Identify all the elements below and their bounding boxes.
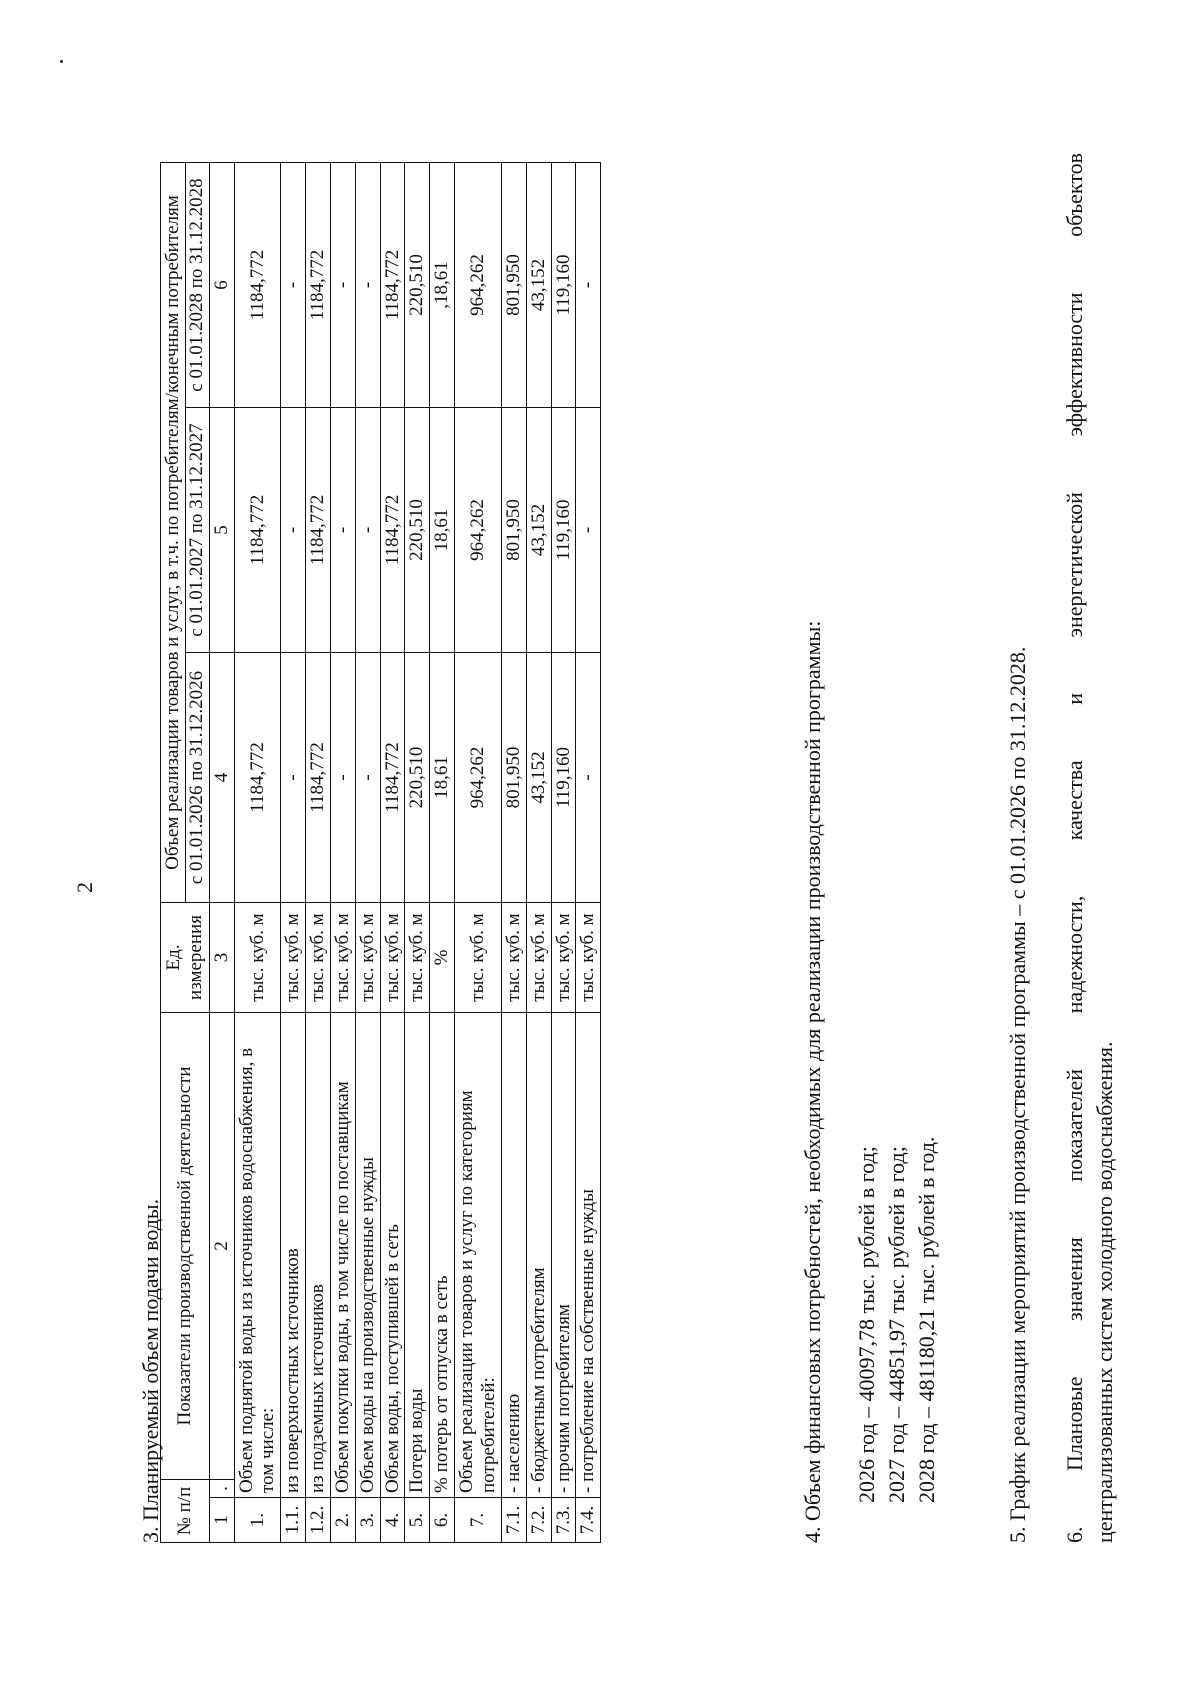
- row-value-2027: 1184,772: [234, 408, 281, 653]
- row-unit: тыс. куб. м: [405, 903, 430, 1013]
- row-value-2026: 1184,772: [306, 653, 331, 903]
- row-value-2026: 43,152: [526, 653, 551, 903]
- row-value-2027: 220,510: [405, 408, 430, 653]
- col-number: 3: [209, 903, 234, 1013]
- row-value-2027: 1184,772: [380, 408, 405, 653]
- row-value-2028: 964,262: [455, 163, 502, 408]
- scan-speck: [60, 60, 63, 63]
- row-value-2028: -: [330, 163, 355, 408]
- row-unit: тыс. куб. м: [281, 903, 306, 1013]
- section-6-paragraph: [1060, 153, 1120, 1543]
- header-unit: Ед. измерения: [161, 903, 210, 1013]
- row-value-2026: 1184,772: [234, 653, 281, 903]
- row-number: 7.: [455, 1498, 502, 1543]
- table-row: [551, 163, 576, 1543]
- col-number: 6: [209, 163, 234, 408]
- col-number: 4: [209, 653, 234, 903]
- column-number-row: [209, 163, 234, 1543]
- table-row: [355, 163, 380, 1543]
- row-value-2026: -: [281, 653, 306, 903]
- row-value-2028: -: [576, 163, 601, 408]
- table-row: [455, 163, 502, 1543]
- row-unit: тыс. куб. м: [501, 903, 526, 1013]
- row-indicator: Объем воды, поступившей в сеть: [380, 1013, 405, 1498]
- row-number: 2.: [330, 1498, 355, 1543]
- table-row: [306, 163, 331, 1543]
- row-unit: тыс. куб. м: [576, 903, 601, 1013]
- row-unit: тыс. куб. м: [455, 903, 502, 1013]
- row-value-2027: 119,160: [551, 408, 576, 653]
- table-row: [576, 163, 601, 1543]
- row-value-2027: 801,950: [501, 408, 526, 653]
- table-row: [234, 163, 281, 1543]
- table-row: [380, 163, 405, 1543]
- row-value-2027: 964,262: [455, 408, 502, 653]
- row-value-2028: 1184,772: [380, 163, 405, 408]
- col-number: .: [209, 1480, 234, 1498]
- col-number: 1: [209, 1498, 234, 1543]
- row-number: 3.: [355, 1498, 380, 1543]
- financing-2028: 2028 год – 481180,21 тыс. рублей в год.: [914, 1136, 939, 1503]
- row-value-2028: 801,950: [501, 163, 526, 408]
- row-value-2026: -: [576, 653, 601, 903]
- row-indicator: Объем поднятой воды из источников водоснабжения, в том числе:: [234, 1013, 281, 1498]
- row-indicator: - потребление на собственные нужды: [576, 1013, 601, 1498]
- water-volume-table: [160, 162, 601, 1543]
- yearly-financing-list: [852, 1137, 942, 1503]
- row-indicator: % потерь от отпуска в сеть: [430, 1013, 455, 1498]
- row-value-2027: 18,61: [430, 408, 455, 653]
- row-indicator: - прочим потребителям: [551, 1013, 576, 1498]
- table-row: [281, 163, 306, 1543]
- row-unit: тыс. куб. м: [551, 903, 576, 1013]
- row-value-2027: 1184,772: [306, 408, 331, 653]
- row-unit: тыс. куб. м: [330, 903, 355, 1013]
- row-indicator: Потери воды: [405, 1013, 430, 1498]
- row-number: 1.1.: [281, 1498, 306, 1543]
- row-number: 4.: [380, 1498, 405, 1543]
- section-6-line-2: централизованных систем холодного водоснабжения.: [1092, 1041, 1117, 1543]
- row-value-2027: 43,152: [526, 408, 551, 653]
- row-value-2028: -: [281, 163, 306, 408]
- page-number: 2: [72, 882, 97, 893]
- row-indicator: - бюджетным потребителям: [526, 1013, 551, 1498]
- section-4-title: 4. Объем финансовых потребностей, необходимых для реализации производственной программы:: [800, 620, 825, 1543]
- header-period-2028: с 01.01.2028 по 31.12.2028: [185, 163, 209, 408]
- row-value-2026: 220,510: [405, 653, 430, 903]
- table-row: [526, 163, 551, 1543]
- row-number: 7.3.: [551, 1498, 576, 1543]
- section-5-schedule: 5. График реализации мероприятий производственной программы – с 01.01.2026 по 31.12.2028.: [1005, 646, 1030, 1543]
- row-indicator: из поверхностных источников: [281, 1013, 306, 1498]
- row-value-2026: 1184,772: [380, 653, 405, 903]
- row-value-2028: -: [355, 163, 380, 408]
- row-value-2026: 964,262: [455, 653, 502, 903]
- row-value-2028: 220,510: [405, 163, 430, 408]
- row-unit: тыс. куб. м: [234, 903, 281, 1013]
- row-value-2026: -: [330, 653, 355, 903]
- header-indicator: Показатели производственной деятельности: [161, 1013, 210, 1480]
- row-number: 5.: [405, 1498, 430, 1543]
- row-number: 7.2.: [526, 1498, 551, 1543]
- row-number: 1.2.: [306, 1498, 331, 1543]
- financing-2026: 2026 год – 40097,78 тыс. рублей в год;: [854, 1146, 879, 1503]
- row-value-2028: 43,152: [526, 163, 551, 408]
- header-volume-group: Объем реализации товаров и услуг, в т.ч. по потребителям/конечным потребителям: [161, 163, 186, 903]
- row-value-2026: 801,950: [501, 653, 526, 903]
- row-number: 7.1.: [501, 1498, 526, 1543]
- row-unit: тыс. куб. м: [526, 903, 551, 1013]
- row-unit: тыс. куб. м: [306, 903, 331, 1013]
- row-number: 6.: [430, 1498, 455, 1543]
- row-value-2026: -: [355, 653, 380, 903]
- row-unit: %: [430, 903, 455, 1013]
- row-indicator: Объем воды на производственные нужды: [355, 1013, 380, 1498]
- table-row: [405, 163, 430, 1543]
- row-value-2028: 119,160: [551, 163, 576, 408]
- row-value-2028: 1184,772: [306, 163, 331, 408]
- financing-2027: 2027 год – 44851,97 тыс. рублей в год;: [884, 1146, 909, 1503]
- row-value-2027: -: [281, 408, 306, 653]
- row-value-2027: -: [330, 408, 355, 653]
- col-number: 5: [209, 408, 234, 653]
- header-num: № п/п: [161, 1480, 210, 1543]
- row-indicator: Объем покупки воды, в том числе по поставщикам: [330, 1013, 355, 1498]
- row-value-2028: ,18,61: [430, 163, 455, 408]
- row-indicator: из подземных источников: [306, 1013, 331, 1498]
- row-value-2026: 119,160: [551, 653, 576, 903]
- row-indicator: - населению: [501, 1013, 526, 1498]
- row-number: 7.4.: [576, 1498, 601, 1543]
- row-value-2028: 1184,772: [234, 163, 281, 408]
- row-value-2027: -: [576, 408, 601, 653]
- table-row: [430, 163, 455, 1543]
- row-value-2027: -: [355, 408, 380, 653]
- row-unit: тыс. куб. м: [355, 903, 380, 1013]
- table-row: [330, 163, 355, 1543]
- col-number: 2: [209, 1013, 234, 1480]
- header-period-2027: с 01.01.2027 по 31.12.2027: [185, 408, 209, 653]
- table-row: [501, 163, 526, 1543]
- row-unit: тыс. куб. м: [380, 903, 405, 1013]
- section-6-line-1: 6. Плановые значения показателей надежности, качества и энергетической эффективности объектов: [1062, 153, 1087, 1543]
- row-value-2026: 18,61: [430, 653, 455, 903]
- row-number: 1.: [234, 1498, 281, 1543]
- header-period-2026: с 01.01.2026 по 31.12.2026: [185, 653, 209, 903]
- row-indicator: Объем реализации товаров и услуг по категориям потребителей:: [455, 1013, 502, 1498]
- section-3-title: 3. Планируемый объем подачи воды.: [138, 1198, 163, 1543]
